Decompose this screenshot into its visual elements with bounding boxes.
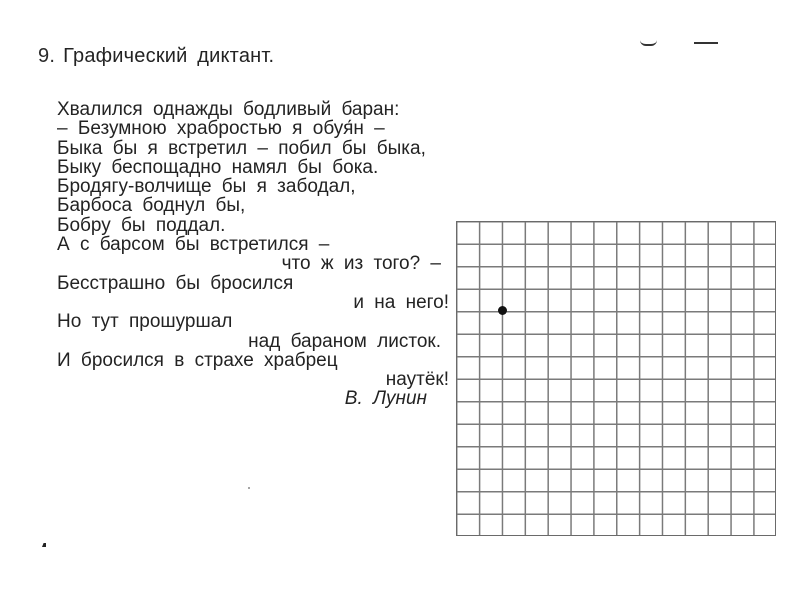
page-corner-marks bbox=[632, 38, 722, 48]
poem-line: Бесстрашно бы бросился bbox=[57, 272, 294, 294]
exercise-number: 9. bbox=[38, 45, 56, 67]
poem-line: наутёк! bbox=[385, 369, 449, 391]
start-point-dot bbox=[498, 306, 507, 315]
poem-line: Но тут прошуршал bbox=[57, 311, 233, 333]
poem-line: Бобру бы поддал. bbox=[57, 214, 226, 236]
poem-line: Барбоса боднул бы, bbox=[57, 195, 246, 217]
poem-line: И бросился в страхе храбрец bbox=[57, 349, 338, 371]
poem-line: Быку беспощадно намял бы бока. bbox=[57, 156, 379, 178]
exercise-heading bbox=[38, 45, 274, 68]
exercise-title: Графический диктант. bbox=[63, 45, 275, 67]
poem-line: над бараном листок. bbox=[248, 330, 441, 352]
poem-line: Бродягу-волчище бы я забодал, bbox=[57, 176, 356, 198]
poem-line: Быка бы я встретил – побил бы быка, bbox=[57, 137, 426, 159]
scan-speck bbox=[42, 543, 46, 547]
poem-line: А с барсом бы встретился – bbox=[57, 234, 330, 256]
poem-line: – Безумною храбростью я обуя́н – bbox=[57, 118, 385, 140]
scan-mark bbox=[694, 42, 718, 44]
poem-line: Хвалился однажды бодливый баран: bbox=[57, 99, 400, 120]
poem-author: В. Лунин bbox=[344, 388, 427, 410]
dictation-grid bbox=[456, 221, 776, 536]
poem bbox=[57, 100, 449, 409]
poem-line: и на него! bbox=[353, 291, 449, 313]
poem-line: что ж из того? – bbox=[281, 253, 441, 275]
scan-speck bbox=[248, 487, 250, 489]
scan-mark bbox=[640, 40, 657, 46]
